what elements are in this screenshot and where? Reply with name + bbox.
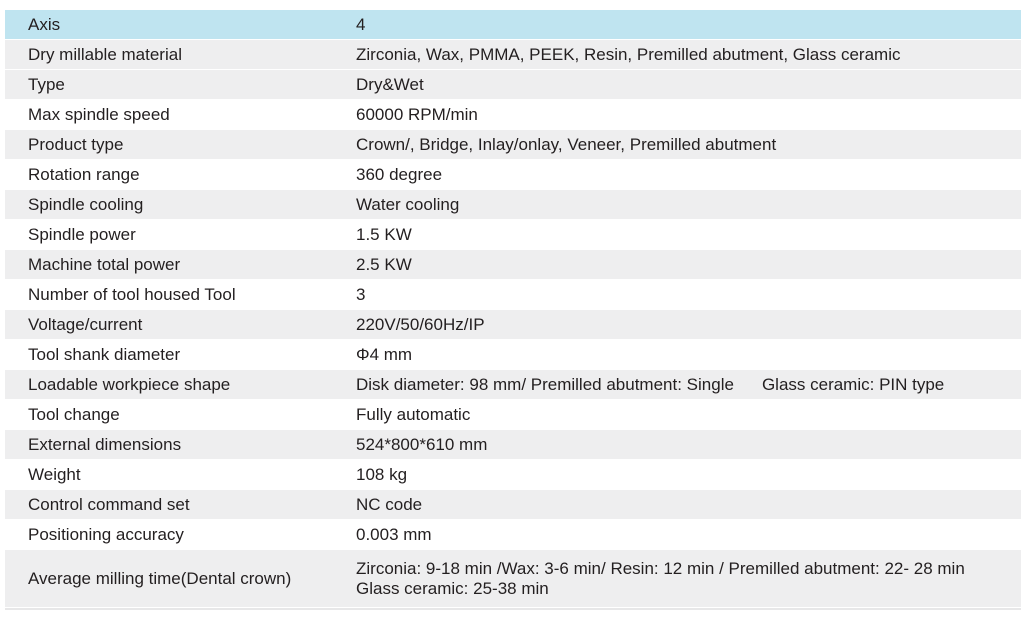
spec-row-axis xyxy=(5,10,1021,40)
spec-value: 360 degree xyxy=(356,164,443,184)
spec-value: 524*800*610 mm xyxy=(356,434,488,454)
spec-label: Axis xyxy=(28,14,61,34)
spec-label: Product type xyxy=(28,134,124,154)
spec-row-external-dimensions xyxy=(5,430,1021,460)
spec-value: Water cooling xyxy=(356,194,460,214)
spec-row-rotation-range xyxy=(5,160,1021,190)
spec-row-type xyxy=(5,70,1021,100)
spec-value: 1.5 KW xyxy=(356,224,412,244)
spec-row-max-spindle-speed xyxy=(5,100,1021,130)
spec-label: Spindle cooling xyxy=(28,194,144,214)
spec-row-tool-change xyxy=(5,400,1021,430)
bottom-divider xyxy=(5,608,1021,610)
spec-row-voltage-current xyxy=(5,310,1021,340)
spec-label: Tool change xyxy=(28,404,120,424)
spec-label: Dry millable material xyxy=(28,44,182,64)
spec-label: Weight xyxy=(28,464,81,484)
spec-label: Tool shank diameter xyxy=(28,344,181,364)
spec-value: 3 xyxy=(356,284,366,304)
spec-label: Machine total power xyxy=(28,254,181,274)
spec-value-part: Disk diameter: 98 mm/ Premilled abutment: Single xyxy=(356,374,734,394)
spec-label: Voltage/current xyxy=(28,314,143,334)
spec-value-line: Zirconia: 9-18 min /Wax: 3-6 min/ Resin: 12 min / Premilled abutment: 22- 28 min xyxy=(356,558,965,578)
spec-value xyxy=(355,559,1021,599)
spec-row-weight xyxy=(5,460,1021,490)
spec-value: Dry&Wet xyxy=(356,74,424,94)
spec-value-line: Glass ceramic: 25-38 min xyxy=(356,578,549,598)
spec-row-spindle-cooling xyxy=(5,190,1021,220)
spec-label: Type xyxy=(28,74,65,94)
spec-value-part: Glass ceramic: PIN type xyxy=(761,374,945,394)
spec-value xyxy=(355,375,1021,395)
spec-value: NC code xyxy=(356,494,423,514)
spec-value: 2.5 KW xyxy=(356,254,412,274)
spec-label: Spindle power xyxy=(28,224,136,244)
spec-value: Crown/, Bridge, Inlay/onlay, Veneer, Premilled abutment xyxy=(356,134,777,154)
spec-value: 60000 RPM/min xyxy=(356,104,478,124)
spec-label: Positioning accuracy xyxy=(28,524,184,544)
spec-row-number-of-tools xyxy=(5,280,1021,310)
spec-label: Rotation range xyxy=(28,164,140,184)
spec-row-machine-total-power xyxy=(5,250,1021,280)
spec-row-average-milling-time xyxy=(5,550,1021,608)
spec-row-product-type xyxy=(5,130,1021,160)
spec-row-spindle-power xyxy=(5,220,1021,250)
spec-label: Number of tool housed Tool xyxy=(28,284,236,304)
spec-row-loadable-workpiece-shape xyxy=(5,370,1021,400)
spec-value: Fully automatic xyxy=(356,404,471,424)
spec-label: Loadable workpiece shape xyxy=(28,374,231,394)
spec-value: Φ4 mm xyxy=(356,344,413,364)
spec-row-dry-millable-material xyxy=(5,40,1021,70)
spec-label: Average milling time(Dental crown) xyxy=(28,568,292,588)
spec-row-control-command-set xyxy=(5,490,1021,520)
spec-value: Zirconia, Wax, PMMA, PEEK, Resin, Premilled abutment, Glass ceramic xyxy=(356,44,901,64)
spec-label: Control command set xyxy=(28,494,190,514)
spec-row-positioning-accuracy xyxy=(5,520,1021,550)
spec-value: 4 xyxy=(356,14,366,34)
spec-row-tool-shank-diameter xyxy=(5,340,1021,370)
spec-label: External dimensions xyxy=(28,434,182,454)
spec-value: 220V/50/60Hz/IP xyxy=(356,314,485,334)
spec-label: Max spindle speed xyxy=(28,104,170,124)
spec-value: 108 kg xyxy=(356,464,408,484)
spec-value: 0.003 mm xyxy=(356,524,432,544)
spec-table xyxy=(5,10,1021,608)
